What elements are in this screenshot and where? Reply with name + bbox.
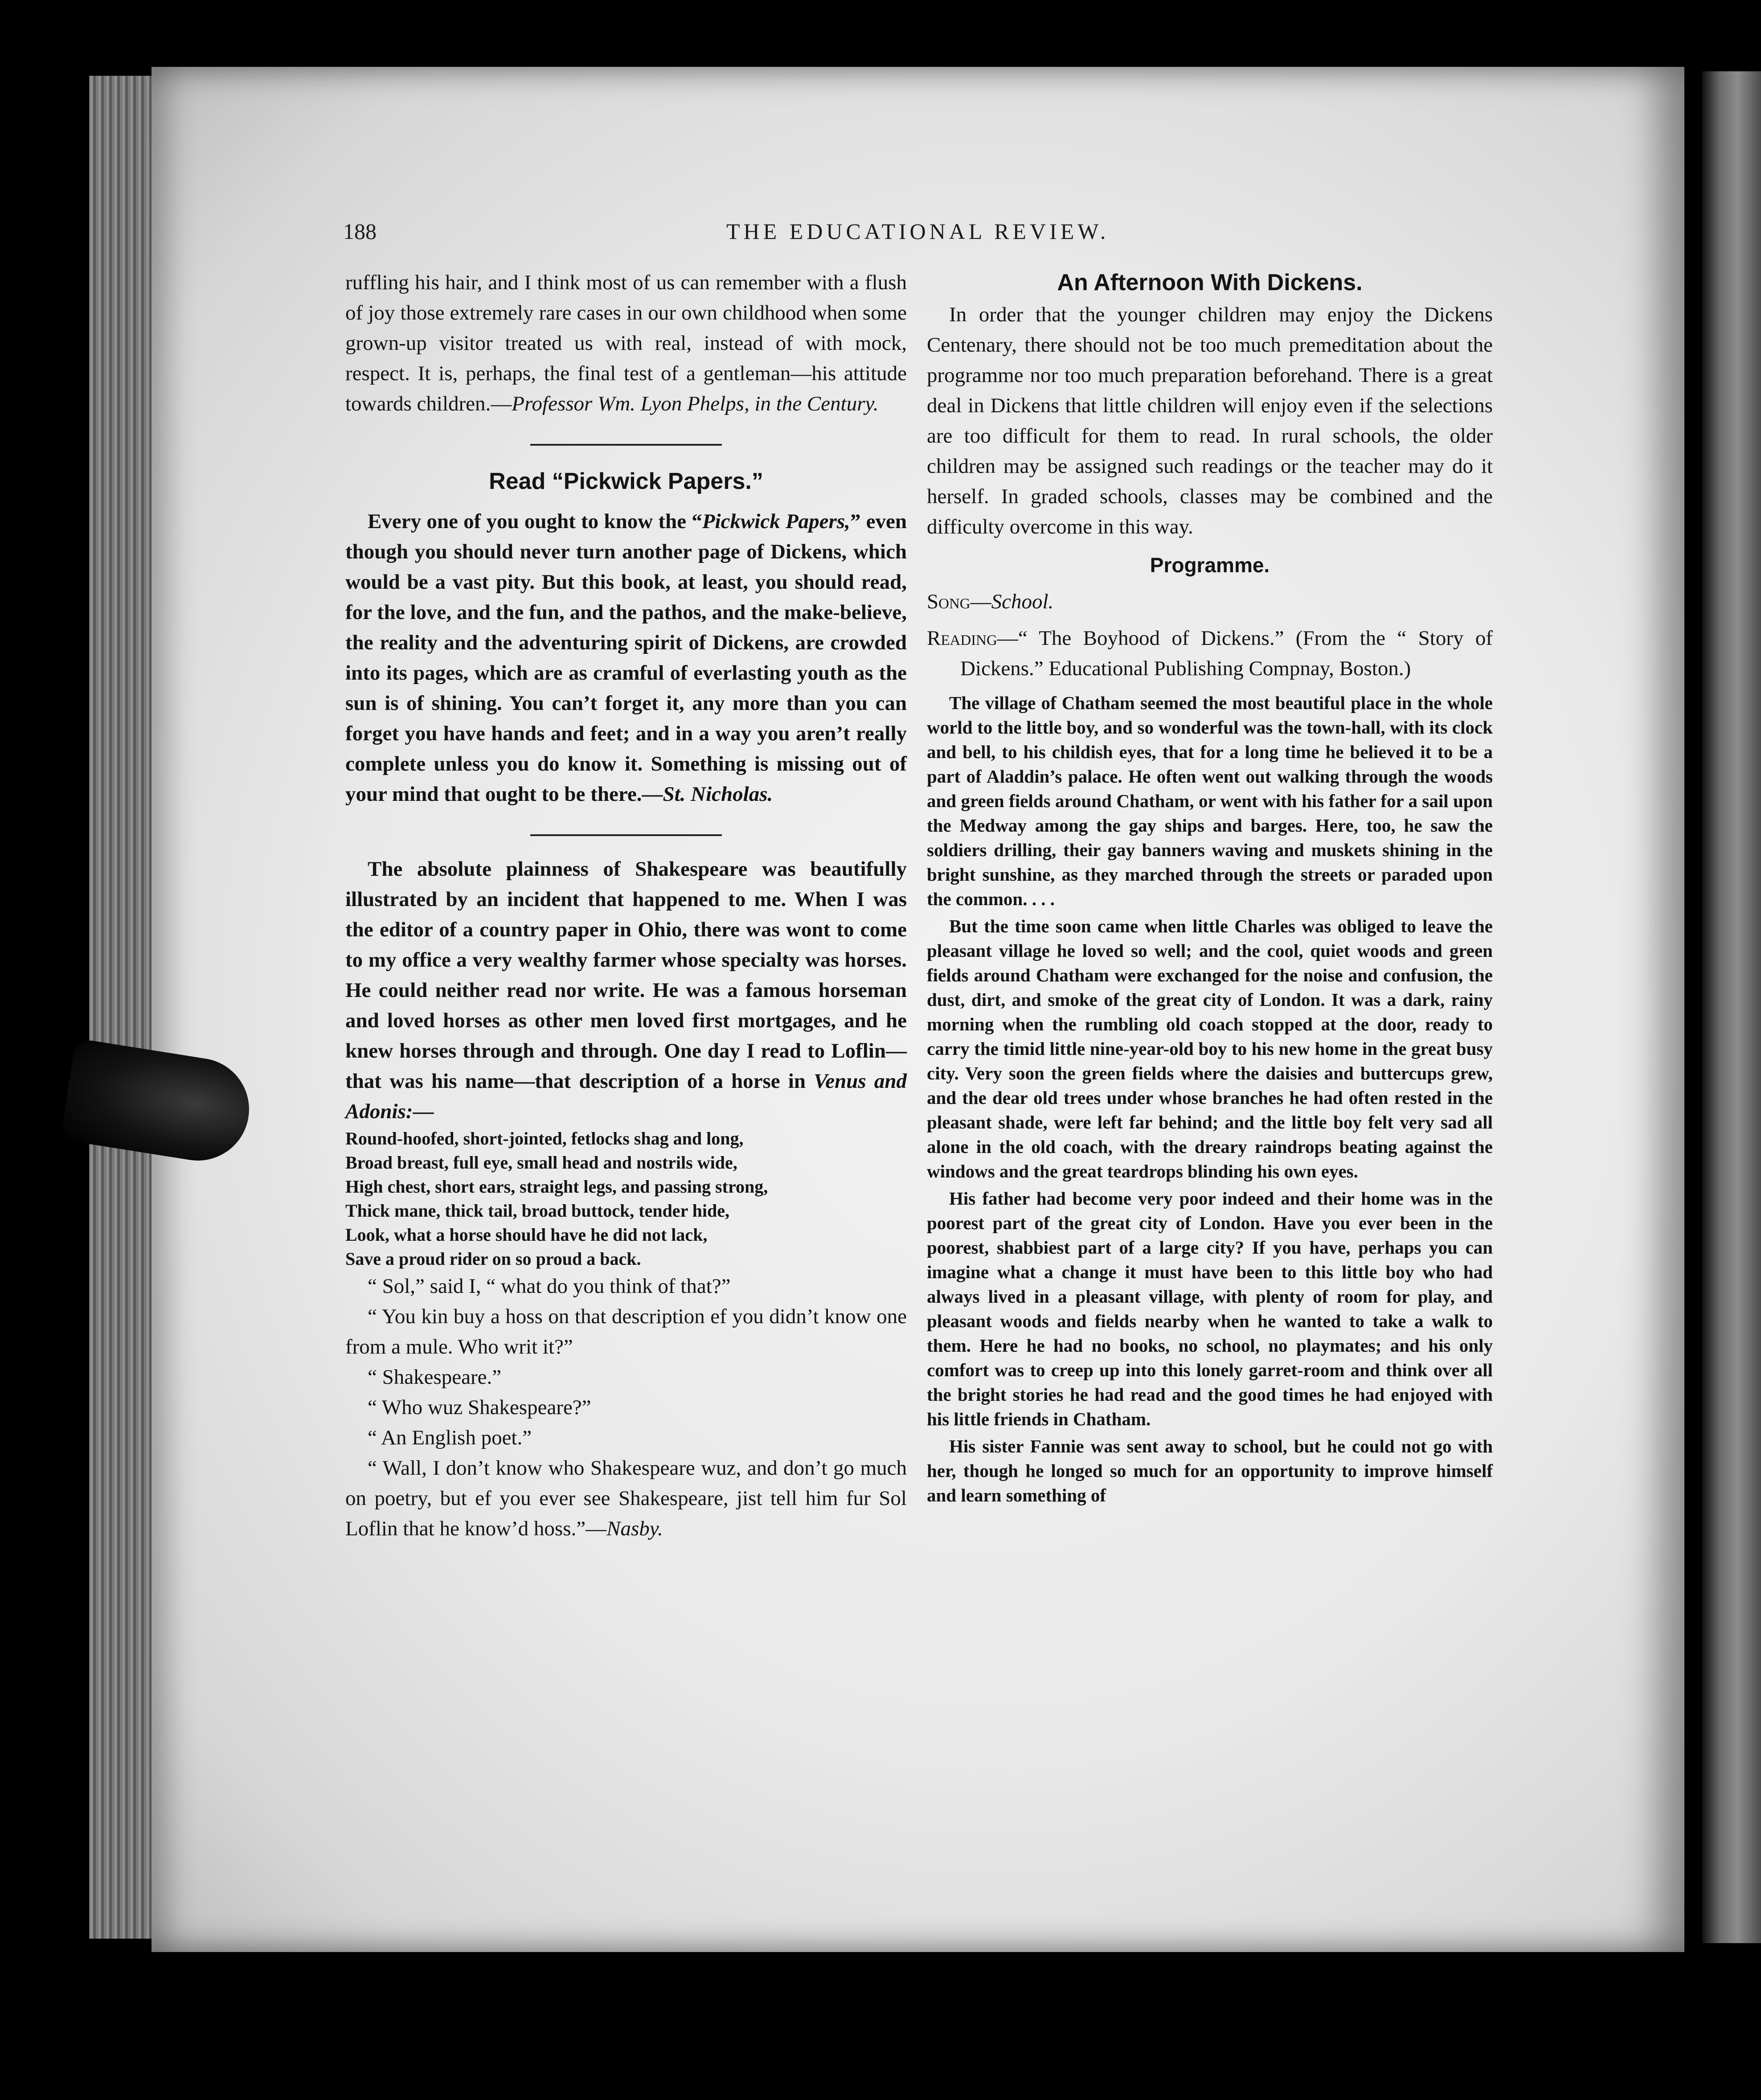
intro-text: ruffling his hair, and I think most of us can remember with a flush of joy those extremely rare cases in our own childhood when some grown-up visitor treated us with real, instead of with mock, respect. It is, perhaps, the final test of a gentleman—his attitude towards children.— [345,271,907,415]
reading-value: —“ The Boyhood of Dickens.” (From the “ Story of Dickens.” Educational Publishing Compnay, Boston.) [960,627,1493,680]
intro-paragraph [345,267,907,419]
poem-line: Broad breast, full eye, small head and nostrils wide, [345,1153,737,1173]
facing-page-edge [1702,71,1761,1943]
pickwick-text: ” even though you should never turn another page of Dickens, which would be a vast pity. But this book, at least, you should read, for the love, and the fun, and the pathos, and the make-believe, the reality and the adventuring spirit of Dickens, are crowded into its pages, which are as cramful of everlasting youth as the sun is of shining. You can’t forget it, any more than you can forget you have hands and feet; and in a way you aren’t really complete unless you do know it. Something is missing out of your mind that ought to be there.— [345,510,907,806]
dialog-block [345,1271,907,1544]
poem-line: Thick mane, thick tail, broad buttock, tender hide, [345,1201,729,1221]
dialog-line: “ An English poet.” [368,1426,532,1449]
pickwick-attribution: St. Nicholas. [663,783,773,806]
left-column [345,267,907,1544]
excerpt-paragraph: The village of Chatham seemed the most beautiful place in the whole world to the little boy, and so wonderful was the town-hall, with its clock and bell, to his childish eyes, that for a long time he believed it to be a part of Aladdin’s palace. He often went out walking through the woods and green fields around Chatham, or went with his father for a sail upon the Medway among the gay ships and barges. Here, too, he saw the soldiers drilling, their gay banners waving and muskets shining in the bright sunshine, as they marched through the streets or paraded upon the common. . . . [927,693,1493,909]
reading-label: Reading [927,627,997,650]
intro-attribution: Professor Wm. Lyon Phelps, in the Century. [512,392,879,415]
excerpt-paragraph: His father had become very poor indeed and their home was in the poorest part of the great city of London. Have you ever been in the poorest, shabbiest part of a large city? If you have, perhaps you can imagine what a change it must have been to this little boy who had always lived in a pleasant village, with plenty of room for play, and pleasant woods and fields nearby when he wanted to take a walk to them. Here he had no books, no school, no playmates; and his only comfort was to creep up into this lonely garret-room and think over all the bright stories he had read and the good times he had enjoyed with his little friends in Chatham. [927,1188,1493,1429]
page-header [343,218,1622,250]
poem-stanza [345,1127,907,1271]
pickwick-title-italic: Pickwick Papers, [702,510,850,533]
closing-attribution: Nasby. [606,1517,663,1540]
poem-line: Look, what a horse should have he did not lack, [345,1225,708,1245]
closing-paragraph [345,1453,907,1544]
shakespeare-poem-title: Venus and Adonis: [345,1070,907,1123]
running-head: THE EDUCATIONAL REVIEW. [726,219,1110,244]
pickwick-paragraph [345,506,907,809]
dialog-line: “ Sol,” said I, “ what do you think of that?” [368,1275,731,1298]
poem-line: High chest, short ears, straight legs, and passing strong, [345,1177,768,1197]
page-number: 188 [343,219,377,244]
pickwick-lead: Every one of you ought to know the “ [368,510,702,533]
song-value: School. [991,590,1054,613]
reading-line [927,623,1493,684]
closing-text: “ Wall, I don’t know who Shakespeare wuz, and don’t go much on poetry, but ef you ever see Shakespeare, jist tell him fur Sol Loflin that he know’d hoss.”— [345,1456,907,1540]
book-page-edges [89,76,156,1939]
shakespeare-paragraph [345,854,907,1127]
excerpt-paragraph: His sister Fannie was sent away to school, but he could not go with her, though he longed so much for an opportunity to improve himself and learn something of [927,1436,1493,1505]
poem-line: Round-hoofed, short-jointed, fetlocks shag and long, [345,1128,744,1148]
right-column [927,267,1493,1508]
song-label: Song [927,590,971,613]
programme-heading: Programme. [1150,554,1270,577]
pickwick-heading: Read “Pickwick Papers.” [489,468,763,494]
poem-line: Save a proud rider on so proud a back. [345,1249,641,1269]
song-line: Song—School. [927,590,1054,613]
excerpt-paragraph: But the time soon came when little Charles was obliged to leave the pleasant village he loved so well; and the cool, quiet woods and green fields around Chatham were exchanged for the noise and confusion, the dust, dirt, and smoke of the great city of London. It was a dark, rainy morning when the rumbling old coach stopped at the door, ready to carry the timid little nine-year-old boy to his new home in the great busy city. Very soon the green fields where the daisies and buttercups grew, and the dear old trees under whose branches he had often rested in the pleasant shade, were left far behind; and the little boy felt very sad all alone in the old coach, with the dreary raindrops beating against the windows and the great teardrops blinding his own eyes. [927,916,1493,1181]
dialog-line: “ Shakespeare.” [368,1366,502,1389]
dickens-heading: An Afternoon With Dickens. [1057,270,1363,295]
shakespeare-text: The absolute plainness of Shakespeare was beautifully illustrated by an incident that happened to me. When I was the editor of a country paper in Ohio, there was wont to come to my office a very wealthy farmer whose specialty was horses. He could neither read nor write. He was a famous horseman and loved horses as other men loved first mortgages, and he knew horses through and through. One day I read to Loflin—that was his name—that description of a horse in [345,857,907,1093]
dialog-line: “ You kin buy a hoss on that description ef you didn’t know one from a mule. Who writ it?” [345,1305,907,1358]
dialog-line: “ Who wuz Shakespeare?” [368,1396,591,1419]
shakespeare-dash: — [413,1100,434,1123]
dickens-intro: In order that the younger children may enjoy the Dickens Centenary, there should not be too much premeditation about the programme nor too much preparation beforehand. There is a great deal in Dickens that little children will enjoy even if the selections are too difficult for them to read. In rural schools, the older children may be assigned such readings or the teacher may do it herself. In graded schools, classes may be combined and the difficulty overcome in this way. [927,303,1493,538]
